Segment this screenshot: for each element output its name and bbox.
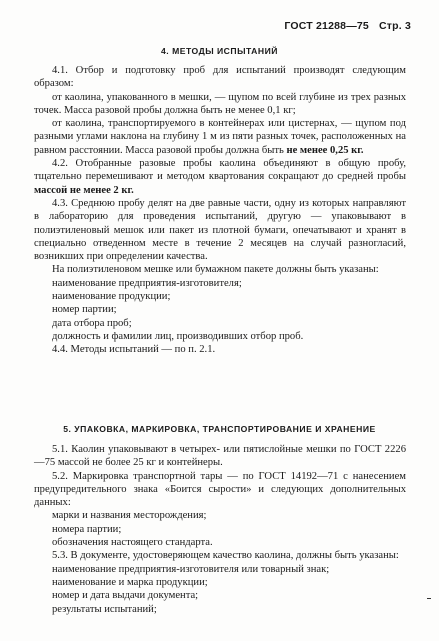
list-item: дата отбора проб; — [52, 317, 132, 329]
para-4-2: 4.2. Отобранные разовые пробы каолина объединяют в общую пробу, тщательно перемешивают и методом квартования сокращают до средней пробы массой не менее 2 кг. — [34, 158, 406, 196]
list-item: наименование предприятия-изготовителя или товарный знак; — [52, 563, 330, 575]
para-label-requirements: На полиэтиленовом мешке или бумажном пакете должны быть указаны: — [52, 264, 379, 276]
para-5-3: 5.3. В документе, удостоверяющем качество каолина, должны быть указаны: — [52, 550, 399, 562]
page-header — [284, 20, 411, 32]
para-4-3: 4.3. Среднюю пробу делят на две равные части, одну из которых направляют в лабораторию для проведения испытаний, другую — упаковывают в полиэтиленовый мешок или пакет из плотной бумаги, опечатывают и хранят в специально отведенном месте в течение 2 месяцев на случай разногласий, возникших при определении качества. — [34, 197, 406, 263]
list-item: наименование и марка продукции; — [52, 576, 208, 588]
section-4-body — [34, 64, 406, 357]
section-5-title: 5. УПАКОВКА, МАРКИРОВКА, ТРАНСПОРТИРОВАНИЕ И ХРАНЕНИЕ — [63, 424, 376, 434]
list-item: номер партии; — [52, 304, 117, 316]
list-item: наименование предприятия-изготовителя; — [52, 277, 242, 289]
list-item: марки и названия месторождения; — [52, 510, 207, 522]
para-4-4: 4.4. Методы испытаний — по п. 2.1. — [52, 344, 216, 356]
para-4-1-a: от каолина, упакованного в мешки, — щупом по всей глубине из трех разных точек. Масса разовой пробы должна быть не менее 0,1 кг; — [34, 91, 406, 116]
section-5-body — [34, 443, 406, 616]
para-4-1: 4.1. Отбор и подготовку проб для испытаний производят следующим образом: — [34, 65, 406, 90]
list-item: номера партии; — [52, 523, 122, 535]
list-item: номер и дата выдачи документа; — [52, 590, 199, 602]
para-4-1-b: от каолина, транспортируемого в контейнерах или цистернах, — щупом под разными углами наклона на глубину 1 м из пяти разных точек, расположенных на равном расстоянии. Масса разовой пробы должна быть не менее 0,25 кг. — [34, 118, 406, 156]
margin-mark — [427, 598, 431, 599]
list-item: должность и фамилии лиц, производивших отбор проб. — [52, 330, 304, 342]
standard-number: ГОСТ 21288—75 — [284, 20, 369, 32]
list-item: наименование продукции; — [52, 291, 171, 303]
list-item: обозначения настоящего стандарта. — [52, 537, 213, 549]
section-4-title: 4. МЕТОДЫ ИСПЫТАНИЙ — [161, 46, 278, 56]
page-number: Стр. 3 — [378, 20, 411, 32]
para-5-1: 5.1. Каолин упаковывают в четырех- или пятислойные мешки по ГОСТ 2226—75 массой не более 25 кг и контейнеры. — [34, 444, 406, 469]
list-item: результаты испытаний; — [52, 603, 157, 615]
para-5-2: 5.2. Маркировка транспортной тары — по ГОСТ 14192—71 с нанесением предупредительного знака «Боится сырости» и следующих дополнительных данных: — [34, 470, 406, 509]
